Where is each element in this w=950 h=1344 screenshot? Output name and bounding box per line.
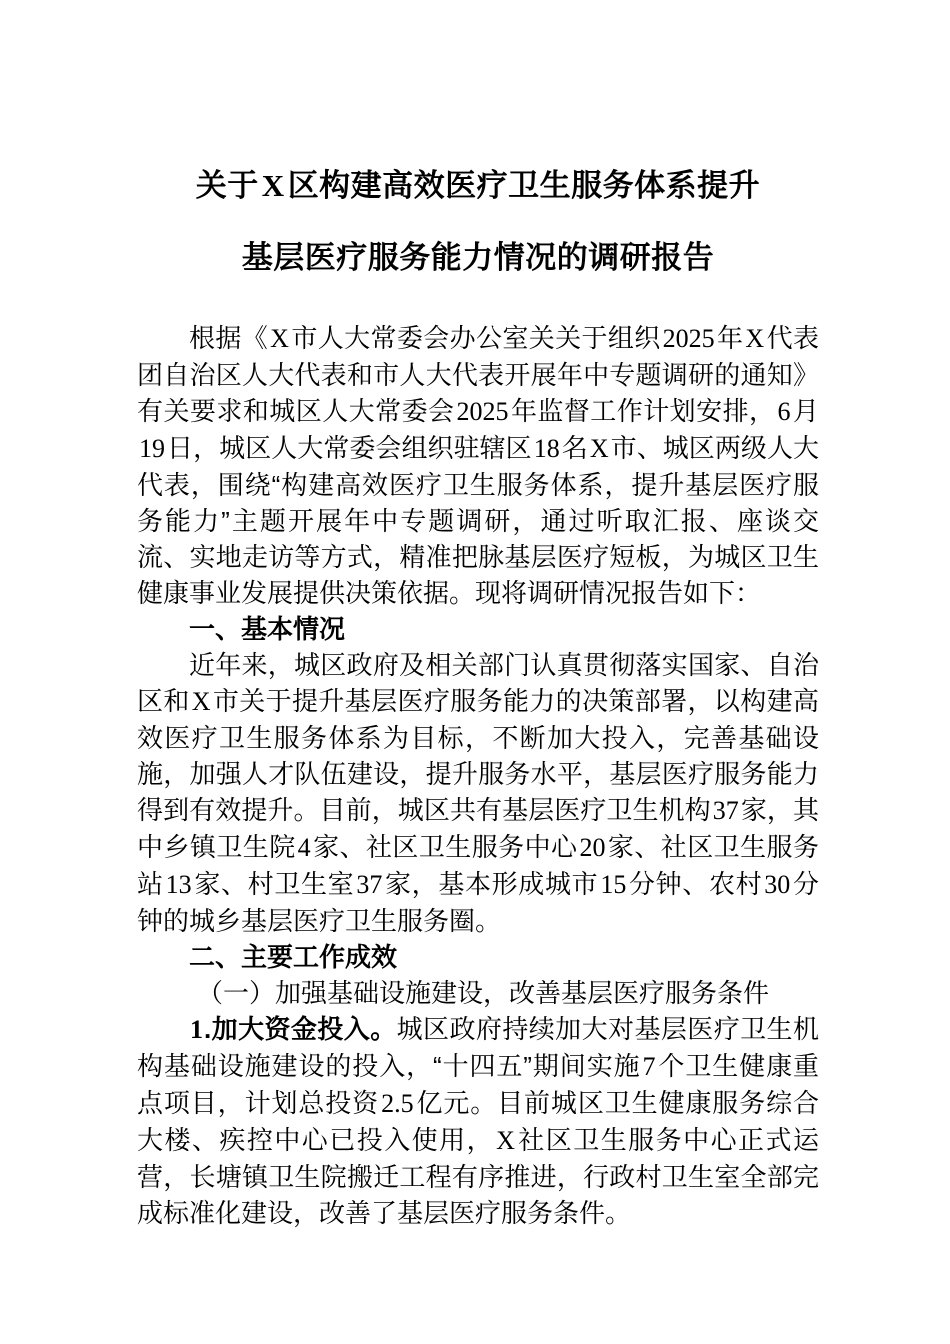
title-line-1-part-b: 区构建高效医疗卫生服务体系提升 bbox=[287, 168, 761, 203]
inline-latin-token: X bbox=[745, 324, 765, 353]
inline-number-token: 15 bbox=[600, 870, 627, 899]
paragraph-section-one-body: 近年来，城区政府及相关部门认真贯彻落实国家、自治区和X市关于提升基层医疗服务能力的决策部署，以构建高效医疗卫生服务体系为目标，不断加大投入，完善基础设施，加强人才队伍建设，提升服务水平，基层医疗服务能力得到有效提升。目前，城区共有基层医疗卫生机构37家，其中乡镇卫生院4家、社区卫生服务中心20家、社区卫生服务站13家、村卫生室37家，基本形成城市15分钟、农村30分钟的城乡基层医疗卫生服务圈。 bbox=[137, 650, 819, 936]
inline-number-token: 1 bbox=[190, 1015, 203, 1044]
document-body bbox=[137, 150, 819, 1231]
inline-latin-token: X bbox=[191, 687, 211, 716]
inline-number-token: 37 bbox=[356, 870, 383, 899]
title-line-1 bbox=[137, 150, 819, 222]
inline-number-token: 13 bbox=[165, 870, 192, 899]
inline-latin-token: X bbox=[589, 434, 609, 463]
inline-number-token: 2025 bbox=[662, 324, 715, 353]
inline-number-token: 18 bbox=[533, 434, 560, 463]
heading-section-two: 二、主要工作成效 bbox=[189, 942, 398, 972]
inline-latin-token: X bbox=[496, 1126, 515, 1155]
inline-number-token: 7 bbox=[642, 1052, 656, 1081]
paragraph-section-two-item-one bbox=[137, 1011, 819, 1231]
inline-number-token: 6 bbox=[777, 397, 791, 426]
subheading-section-two-item-one: （一）加强基础设施建设，改善基层医疗服务条件 bbox=[197, 978, 770, 1008]
inline-number-token: 30 bbox=[764, 870, 791, 899]
paragraph-intro: 根据《X市人大常委会办公室关关于组织2025年X代表团自治区人大代表和市人大代表开展年中专题调研的通知》有关要求和城区人大常委会2025年监督工作计划安排，6月19日，城区人大常委会组织驻辖区18名X市、城区两级人大代表，围绕“构建高效医疗卫生服务体系，提升基层医疗服务能力”主题开展年中专题调研，通过听取汇报、座谈交流、实地走访等方式，精准把脉基层医疗短板，为城区卫生健康事业发展提供决策依据。现将调研情况报告如下： bbox=[137, 323, 819, 608]
document-title bbox=[137, 150, 819, 294]
inline-number-token: 2025 bbox=[456, 397, 509, 426]
title-placeholder-x: X bbox=[261, 168, 285, 203]
inline-number-token: 2.5 bbox=[381, 1089, 414, 1118]
heading-section-one: 一、基本情况 bbox=[189, 614, 346, 644]
inline-latin-token: X bbox=[270, 324, 289, 353]
inline-number-token: 20 bbox=[579, 833, 606, 862]
paragraph-body-text: 城区政府持续加大对基层医疗卫生机构基础设施建设的投入，“十四五”期间实施7个卫生健康重点项目，计划总投资2.5亿元。目前城区卫生健康服务综合大楼、疾控中心已投入使用，X社区卫生服务中心正式运营，长塘镇卫生院搬迁工程有序推进，行政村卫生室全部完成标准化建设，改善了基层医疗服务条件。 bbox=[137, 1014, 819, 1228]
title-line-2: 基层医疗服务能力情况的调研报告 bbox=[241, 240, 715, 275]
paragraph-bold-lead: 1.加大资金投入。 bbox=[190, 1014, 397, 1044]
inline-number-token: 4 bbox=[297, 833, 311, 862]
title-line-1-part-a: 关于 bbox=[195, 168, 259, 203]
inline-number-token: 37 bbox=[712, 796, 739, 825]
inline-number-token: 19 bbox=[139, 434, 165, 463]
